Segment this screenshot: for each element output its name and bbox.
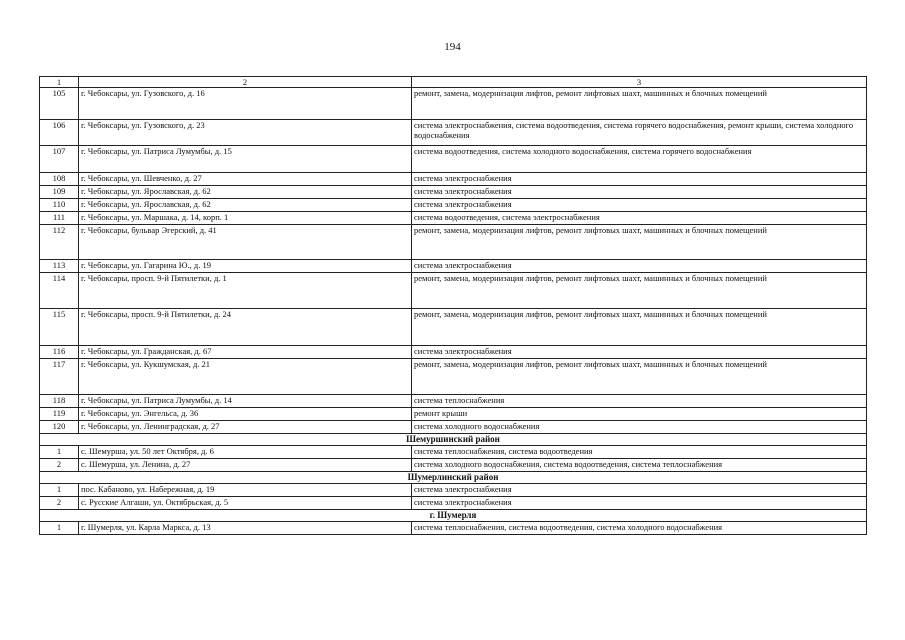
row-number: 120 bbox=[40, 421, 79, 434]
row-number: 113 bbox=[40, 260, 79, 273]
row-number: 1 bbox=[40, 522, 79, 535]
section-row bbox=[40, 434, 867, 446]
row-address: г. Чебоксары, ул. Маршака, д. 14, корп. 1 bbox=[79, 212, 412, 225]
row-work: система теплоснабжения, система водоотведения bbox=[412, 446, 867, 459]
table-row bbox=[40, 522, 867, 535]
row-address: г. Чебоксары, ул. Энгельса, д. 36 bbox=[79, 408, 412, 421]
page-number: 194 bbox=[444, 41, 461, 53]
row-address: г. Чебоксары, ул. Кукшумская, д. 21 bbox=[79, 359, 412, 395]
table-row bbox=[40, 484, 867, 497]
row-work: ремонт, замена, модернизация лифтов, ремонт лифтовых шахт, машинных и блочных помещений bbox=[412, 225, 867, 260]
row-address: г. Чебоксары, ул. Ярославская, д. 62 bbox=[79, 186, 412, 199]
row-address: г. Чебоксары, ул. Гузовского, д. 16 bbox=[79, 88, 412, 120]
table-row bbox=[40, 459, 867, 472]
works-table-body bbox=[40, 77, 867, 535]
row-work: система теплоснабжения bbox=[412, 395, 867, 408]
table-row bbox=[40, 421, 867, 434]
header-row bbox=[40, 77, 867, 88]
row-number: 2 bbox=[40, 459, 79, 472]
row-number: 110 bbox=[40, 199, 79, 212]
row-work: ремонт крыши bbox=[412, 408, 867, 421]
section-title: г. Шумерля bbox=[40, 510, 867, 522]
table-row bbox=[40, 359, 867, 395]
row-work: система электроснабжения, система водоотведения, система горячего водоснабжения, ремонт крыши, система холодного водоснабжения bbox=[412, 120, 867, 146]
row-address: г. Чебоксары, ул. Гузовского, д. 23 bbox=[79, 120, 412, 146]
table-row bbox=[40, 186, 867, 199]
table-row bbox=[40, 146, 867, 173]
row-number: 2 bbox=[40, 497, 79, 510]
table-row bbox=[40, 260, 867, 273]
row-number: 106 bbox=[40, 120, 79, 146]
section-row bbox=[40, 472, 867, 484]
row-number: 107 bbox=[40, 146, 79, 173]
row-address: г. Чебоксары, ул. Ярославская, д. 62 bbox=[79, 199, 412, 212]
section-title: Шемуршинский район bbox=[40, 434, 867, 446]
row-number: 1 bbox=[40, 446, 79, 459]
header-cell-number: 1 bbox=[40, 77, 79, 88]
row-address: с. Шемурша, ул. Ленина, д. 27 bbox=[79, 459, 412, 472]
row-address: г. Чебоксары, просп. 9-й Пятилетки, д. 24 bbox=[79, 309, 412, 346]
row-work: система холодного водоснабжения bbox=[412, 421, 867, 434]
row-work: система электроснабжения bbox=[412, 186, 867, 199]
row-number: 117 bbox=[40, 359, 79, 395]
table-row bbox=[40, 497, 867, 510]
row-address: пос. Кабаново, ул. Набережная, д. 19 bbox=[79, 484, 412, 497]
row-address: г. Чебоксары, ул. Патриса Лумумбы, д. 15 bbox=[79, 146, 412, 173]
row-number: 114 bbox=[40, 273, 79, 309]
row-work: система холодного водоснабжения, система водоотведения, система теплоснабжения bbox=[412, 459, 867, 472]
section-title: Шумерлинский район bbox=[40, 472, 867, 484]
row-number: 112 bbox=[40, 225, 79, 260]
row-work: система электроснабжения bbox=[412, 260, 867, 273]
row-address: г. Чебоксары, ул. Гражданская, д. 67 bbox=[79, 346, 412, 359]
row-address: г. Чебоксары, бульвар Эгерский, д. 41 bbox=[79, 225, 412, 260]
row-address: г. Чебоксары, ул. Гагарина Ю., д. 19 bbox=[79, 260, 412, 273]
row-address: г. Чебоксары, просп. 9-й Пятилетки, д. 1 bbox=[79, 273, 412, 309]
row-work: система электроснабжения bbox=[412, 173, 867, 186]
row-work: система электроснабжения bbox=[412, 484, 867, 497]
works-table bbox=[39, 76, 867, 535]
row-number: 118 bbox=[40, 395, 79, 408]
table-row bbox=[40, 88, 867, 120]
row-work: система теплоснабжения, система водоотведения, система холодного водоснабжения bbox=[412, 522, 867, 535]
row-work: ремонт, замена, модернизация лифтов, ремонт лифтовых шахт, машинных и блочных помещений bbox=[412, 88, 867, 120]
table-row bbox=[40, 225, 867, 260]
table-row bbox=[40, 309, 867, 346]
header-cell-work: 3 bbox=[412, 77, 867, 88]
table-row bbox=[40, 446, 867, 459]
table-row bbox=[40, 395, 867, 408]
table-row bbox=[40, 199, 867, 212]
row-number: 105 bbox=[40, 88, 79, 120]
row-number: 1 bbox=[40, 484, 79, 497]
row-address: г. Чебоксары, ул. Патриса Лумумбы, д. 14 bbox=[79, 395, 412, 408]
row-work: ремонт, замена, модернизация лифтов, ремонт лифтовых шахт, машинных и блочных помещений bbox=[412, 359, 867, 395]
row-number: 109 bbox=[40, 186, 79, 199]
row-work: система водоотведения, система электроснабжения bbox=[412, 212, 867, 225]
row-address: с. Шемурша, ул. 50 лет Октября, д. 6 bbox=[79, 446, 412, 459]
table-row bbox=[40, 408, 867, 421]
row-number: 111 bbox=[40, 212, 79, 225]
row-address: г. Чебоксары, ул. Ленинградская, д. 27 bbox=[79, 421, 412, 434]
row-address: г. Чебоксары, ул. Шевченко, д. 27 bbox=[79, 173, 412, 186]
row-work: система электроснабжения bbox=[412, 346, 867, 359]
row-number: 116 bbox=[40, 346, 79, 359]
table-row bbox=[40, 120, 867, 146]
table-row bbox=[40, 212, 867, 225]
row-number: 115 bbox=[40, 309, 79, 346]
row-address: г. Шумерля, ул. Карла Маркса, д. 13 bbox=[79, 522, 412, 535]
table-row bbox=[40, 173, 867, 186]
row-number: 108 bbox=[40, 173, 79, 186]
row-work: система электроснабжения bbox=[412, 497, 867, 510]
row-work: ремонт, замена, модернизация лифтов, ремонт лифтовых шахт, машинных и блочных помещений bbox=[412, 309, 867, 346]
table-row bbox=[40, 273, 867, 309]
header-cell-address: 2 bbox=[79, 77, 412, 88]
section-row bbox=[40, 510, 867, 522]
table-row bbox=[40, 346, 867, 359]
row-work: ремонт, замена, модернизация лифтов, ремонт лифтовых шахт, машинных и блочных помещений bbox=[412, 273, 867, 309]
row-work: система электроснабжения bbox=[412, 199, 867, 212]
row-work: система водоотведения, система холодного водоснабжения, система горячего водоснабжения bbox=[412, 146, 867, 173]
row-number: 119 bbox=[40, 408, 79, 421]
row-address: с. Русские Алгаши, ул. Октябрьская, д. 5 bbox=[79, 497, 412, 510]
